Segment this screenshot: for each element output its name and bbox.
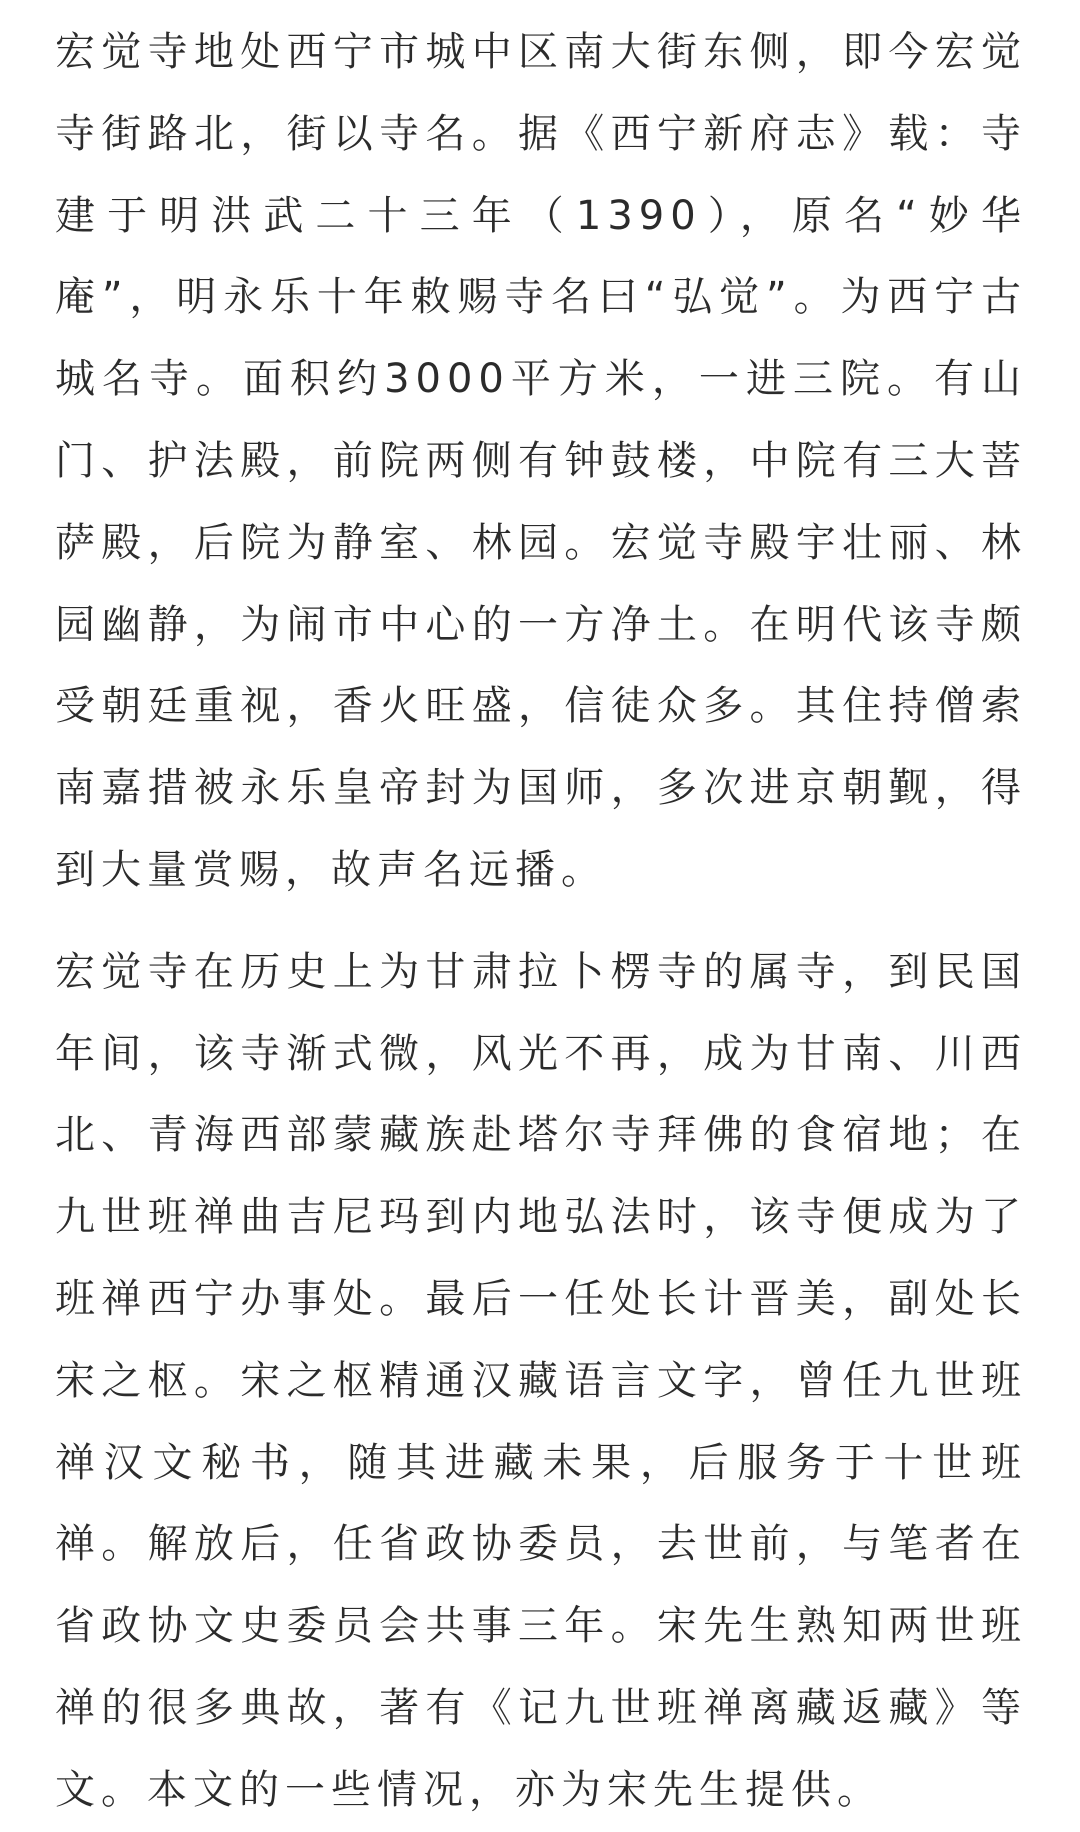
paragraph-1 [55,12,1027,912]
text-line: 园幽静，为闹市中心的一方净土。在明代该寺颇 [55,601,1027,648]
text-line: 九世班禅曲吉尼玛到内地弘法时，该寺便成为了 [55,1194,1027,1241]
text-line: 禅汉文秘书，随其进藏未果，后服务于十世班 [55,1439,1027,1486]
paragraph-2 [55,932,1027,1832]
text-line: 萨殿，后院为静室、林园。宏觉寺殿宇壮丽、林 [55,519,1027,566]
text-line: 年间，该寺渐式微，风光不再，成为甘南、川西 [55,1030,1027,1077]
text-line: 省政协文史委员会共事三年。宋先生熟知两世班 [55,1603,1027,1650]
article-body [55,12,1027,1832]
text-line: 建于明洪武二十三年（1390），原名“妙华 [55,192,1027,239]
text-line: 班禅西宁办事处。最后一任处长计晋美，副处长 [55,1275,1027,1322]
text-line: 禅的很多典故，著有《记九世班禅离藏返藏》等 [55,1684,1027,1731]
text-line: 北、青海西部蒙藏族赴塔尔寺拜佛的食宿地；在 [55,1112,1027,1159]
text-line: 禅。解放后，任省政协委员，去世前，与笔者在 [55,1521,1027,1568]
text-line: 受朝廷重视，香火旺盛，信徒众多。其住持僧索 [55,683,1027,730]
text-line: 文。本文的一些情况，亦为宋先生提供。 [55,1766,883,1813]
text-line: 宏觉寺地处西宁市城中区南大街东侧，即今宏觉 [55,29,1027,75]
paragraph-spacer [55,912,1027,932]
text-line: 宋之枢。宋之枢精通汉藏语言文字，曾任九世班 [55,1357,1027,1404]
text-line: 门、护法殿，前院两侧有钟鼓楼，中院有三大菩 [55,437,1027,484]
text-line: 南嘉措被永乐皇帝封为国师，多次进京朝觐，得 [55,765,1027,812]
text-line: 宏觉寺在历史上为甘肃拉卜楞寺的属寺，到民国 [55,948,1027,995]
text-line: 城名寺。面积约3000平方米，一进三院。有山 [55,356,1027,403]
text-line: 到大量赏赐，故声名远播。 [55,846,607,893]
text-line: 庵”，明永乐十年敕赐寺名曰“弘觉”。为西宁古 [55,274,1027,321]
text-line: 寺街路北，街以寺名。据《西宁新府志》载：寺 [55,110,1027,157]
